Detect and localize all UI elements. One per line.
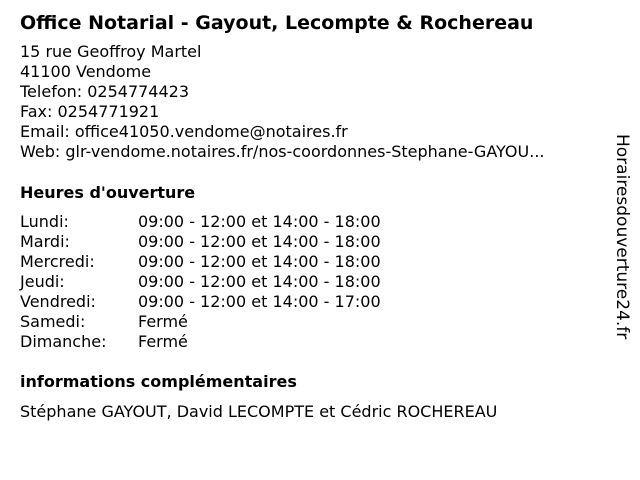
hours-row — [20, 212, 610, 232]
hours-time: Fermé — [138, 332, 188, 351]
fax-number: Fax: 0254771921 — [20, 102, 160, 121]
hours-time: 09:00 - 12:00 et 14:00 - 18:00 — [138, 272, 381, 291]
hours-day: Jeudi: — [20, 272, 65, 291]
info-text: Stéphane GAYOUT, David LECOMPTE et Cédric ROCHEREAU — [20, 402, 498, 421]
hours-row — [20, 312, 610, 332]
hours-row — [20, 272, 610, 292]
hours-time: 09:00 - 12:00 et 14:00 - 17:00 — [138, 292, 381, 311]
phone-number: Telefon: 0254774423 — [20, 82, 190, 101]
hours-day: Mercredi: — [20, 252, 95, 271]
hours-heading: Heures d'ouverture — [20, 183, 196, 202]
hours-day: Samedi: — [20, 312, 86, 331]
hours-row — [20, 292, 610, 312]
hours-row — [20, 332, 610, 352]
hours-time: 09:00 - 12:00 et 14:00 - 18:00 — [138, 212, 381, 231]
info-heading: informations complémentaires — [20, 372, 297, 391]
address-street: 15 rue Geoffroy Martel — [20, 42, 202, 61]
office-title: Office Notarial - Gayout, Lecompte & Rochereau — [20, 12, 534, 34]
hours-time: 09:00 - 12:00 et 14:00 - 18:00 — [138, 252, 381, 271]
hours-row — [20, 232, 610, 252]
hours-day: Dimanche: — [20, 332, 107, 351]
hours-row — [20, 252, 610, 272]
site-watermark: Horairesdouverture24.fr — [612, 134, 632, 340]
web-address: Web: glr-vendome.notaires.fr/nos-coordonnes-Stephane-GAYOU... — [20, 142, 545, 161]
hours-day: Lundi: — [20, 212, 69, 231]
contact-block — [20, 42, 610, 162]
hours-time: Fermé — [138, 312, 188, 331]
hours-day: Mardi: — [20, 232, 70, 251]
hours-day: Vendredi: — [20, 292, 96, 311]
office-listing — [20, 10, 610, 422]
address-city: 41100 Vendome — [20, 62, 152, 81]
email-address: Email: office41050.vendome@notaires.fr — [20, 122, 348, 141]
hours-table — [20, 212, 610, 352]
hours-time: 09:00 - 12:00 et 14:00 - 18:00 — [138, 232, 381, 251]
